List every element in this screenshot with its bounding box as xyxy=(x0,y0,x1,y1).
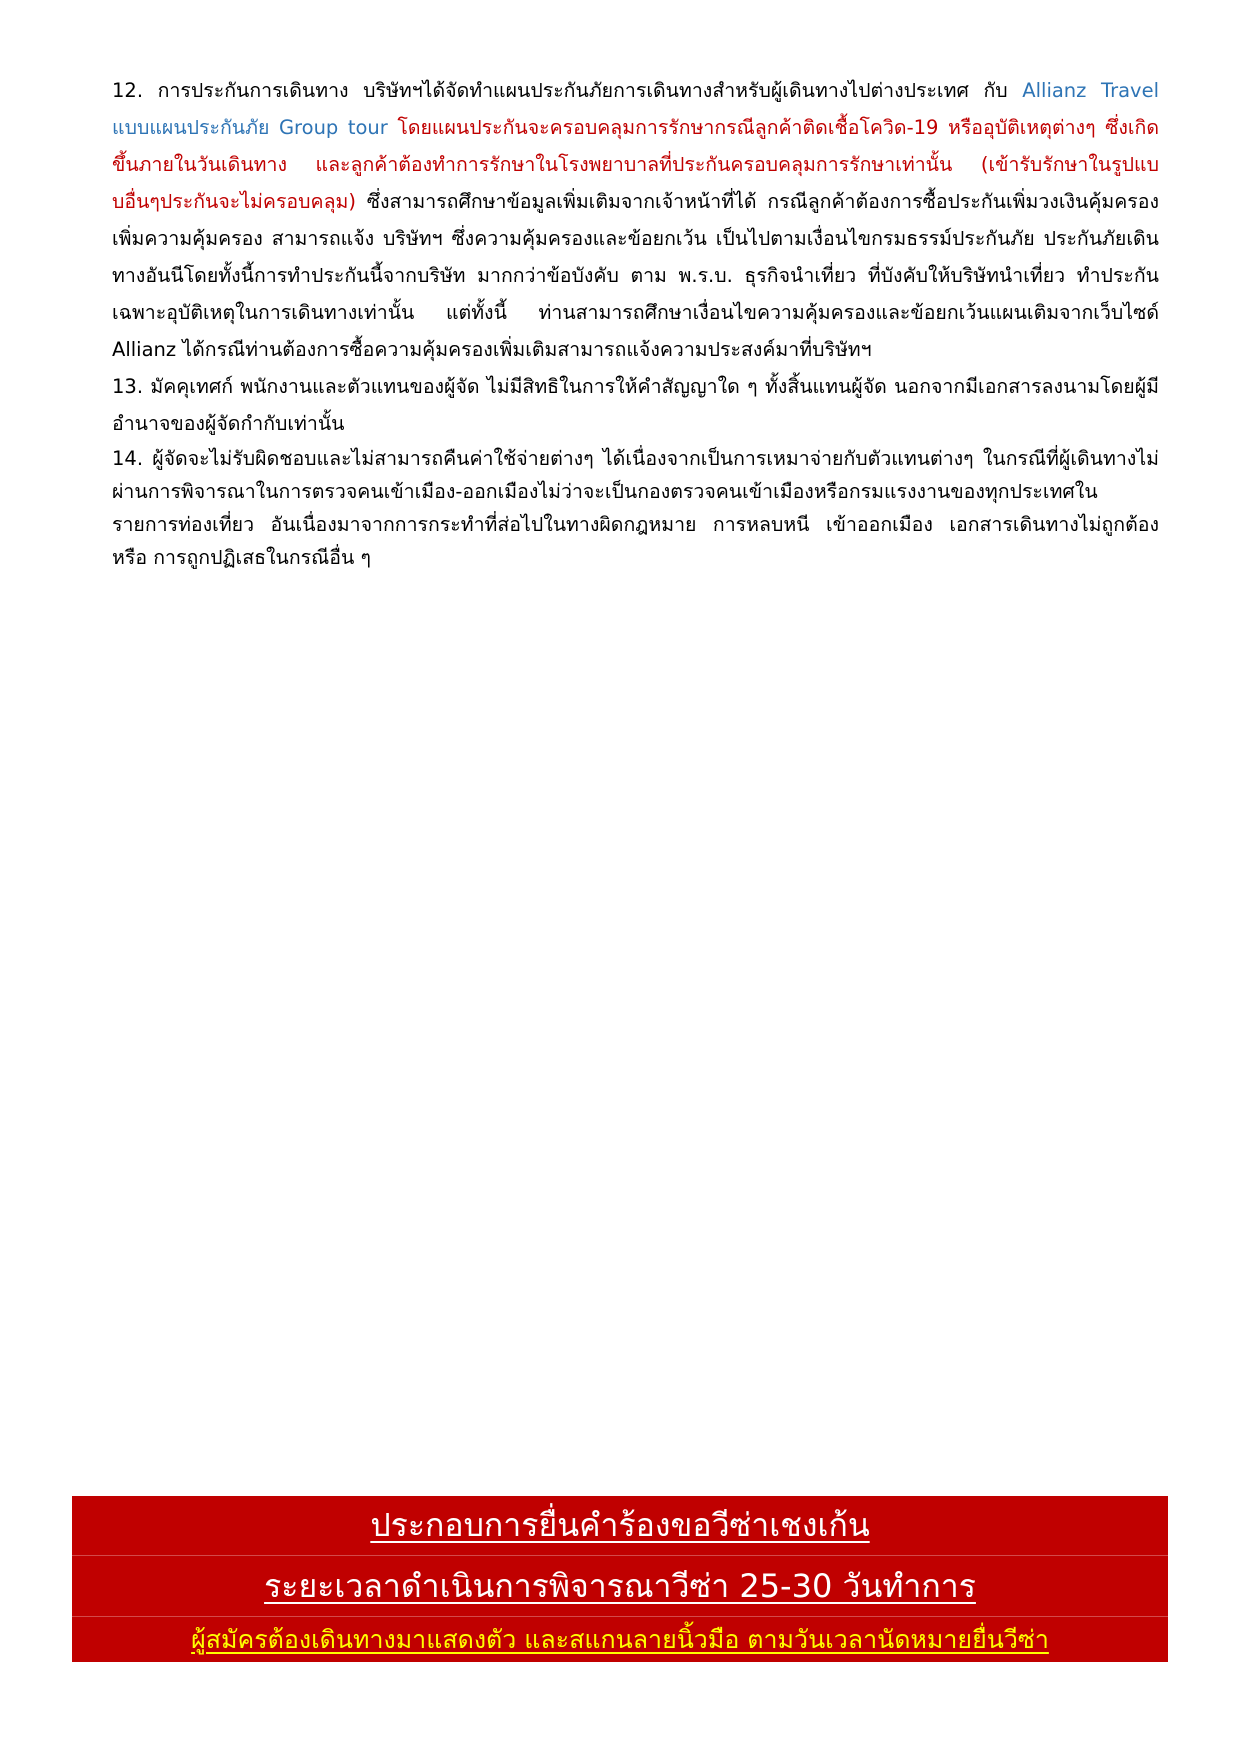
term-item-14: 14. ผู้จัดจะไม่รับผิดชอบและไม่สามารถคืนค่าใช้จ่ายต่างๆ ได้เนื่องจากเป็นการเหมาจ่ายกับตัวแทนต่างๆ ในกรณีที่ผู้เดินทางไม่ผ่านการพิจารณาในการตรวจคนเข้าเมือง-ออกเมืองไม่ว่าจะเป็นกองตรวจคนเข้าเมืองหรือกรมแรงงานของทุกประเทศในรายการท่องเที่ยว อันเนื่องมาจากการกระทำที่ส่อไปในทางผิดกฎหมาย การหลบหนี เข้าออกเมือง เอกสารเดินทางไม่ถูกต้อง หรือ การถูกปฏิเสธในกรณีอื่น ๆ xyxy=(112,447,1159,569)
term-12-rest: ซึ่งสามารถศึกษาข้อมูลเพิ่มเติมจากเจ้าหน้าที่ได้ กรณีลูกค้าต้องการซื้อประกันเพิ่มวงเงินคุ้มครอง เพิ่มความคุ้มครอง สามารถแจ้ง บริษัทฯ ซึ่งความคุ้มครองและข้อยกเว้น เป็นไปตามเงื่อนไขกรมธรรม์ประกันภัย ประกันภัยเดินทางอันนีโดยทั้งนี้การทำประกันนี้จากบริษัท มากกว่าข้อบังคับ ตาม พ.ร.บ. ธุรกิจนำเที่ยว ที่บังคับให้บริษัทนำเที่ยว ทำประกันเฉพาะอุบัติเหตุในการเดินทางเท่านั้น แต่ทั้งนี้ ท่านสามารถศึกษาเงื่อนไขความคุ้มครองและข้อยกเว้นแผนเติมจากเว็บไซด์ Allianz ได้กรณีท่านต้องการซื้อความคุ้มครองเพิ่มเติมสามารถแจ้งความประสงค์มาที่บริษัทฯ xyxy=(112,190,1159,361)
banner-processing-time-line: ระยะเวลาดำเนินการพิจารณาวีซ่า 25-30 วันทำการ xyxy=(72,1556,1168,1617)
insurance-plan-name: Allianz Travel แบบแผนประกันภัย Group tour xyxy=(112,79,1159,139)
term-12-lead: 12. การประกันการเดินทาง บริษัทฯได้จัดทำแผนประกันภัยการเดินทางสำหรับผู้เดินทางไปต่างประเทศ กับ xyxy=(112,79,1023,102)
terms-section xyxy=(112,72,1159,574)
term-item-13: 13. มัคคุเทศก์ พนักงานและตัวแทนของผู้จัด ไม่มีสิทธิในการให้คำสัญญาใด ๆ ทั้งสิ้นแทนผู้จัด นอกจากมีเอกสารลงนามโดยผู้มีอำนาจของผู้จัดกำกับเท่านั้น xyxy=(112,375,1159,435)
term-item-12 xyxy=(112,72,1159,368)
coverage-notice: โดยแผนประกันจะครอบคลุมการรักษากรณีลูกค้าติดเชื้อโควิด-19 หรืออุบัติเหตุต่างๆ ซึ่งเกิดขึ้นภายในวันเดินทาง และลูกค้าต้องทำการรักษาในโรงพยาบาลที่ประกันครอบคลุมการรักษาเท่านั้น (เข้ารับรักษาในรูปแบบอื่นๆประกันจะไม่ครอบคลุม) xyxy=(112,116,1159,213)
banner-schengen-line: ประกอบการยื่นคำร้องขอวีซ่าเชงเก้น xyxy=(72,1496,1168,1556)
visa-notice-banner xyxy=(72,1496,1168,1662)
banner-fingerprint-line: ผู้สมัครต้องเดินทางมาแสดงตัว และสแกนลายนิ้วมือ ตามวันเวลานัดหมายยื่นวีซ่า xyxy=(191,1625,1049,1654)
